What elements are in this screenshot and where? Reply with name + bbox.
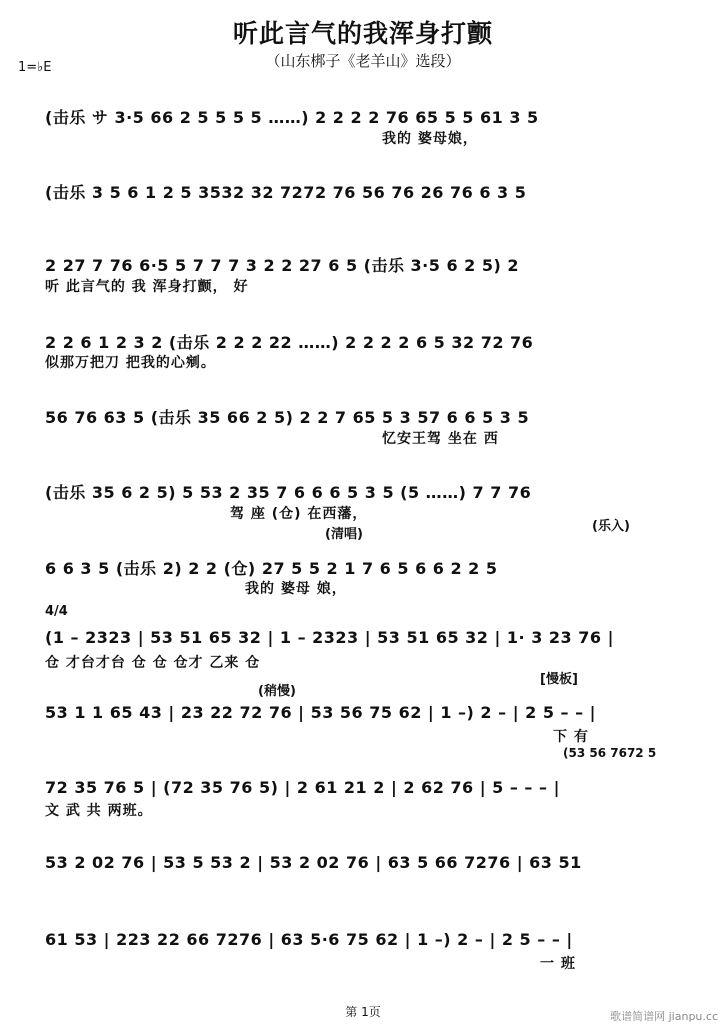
accompaniment-line: (53 56 7672 5	[563, 746, 657, 760]
score-row-lyrics: 下 有	[553, 729, 589, 745]
score-row-notes: 56 76 63 5 (击乐 35 66 2 5) 2 2 7 65 5 3 57 6 6 5 3 5	[45, 408, 530, 427]
marking-yueru: (乐入)	[592, 519, 630, 534]
score-row-notes: 53 1 1 65 43 | 23 22 72 76 | 53 56 75 62 | 1 –) 2 – | 2 5 – – |	[45, 703, 597, 722]
score-row-lyrics: 我的 婆母娘，	[382, 131, 478, 147]
site-watermark: 歌谱简谱网 jianpu.cc	[610, 1010, 718, 1023]
score-row-notes: 6 6 3 5 (击乐 2) 2 2 (仓) 27 5 5 2 1 7 6 5 6 6 2 2 5	[45, 559, 498, 578]
key-signature: 1=♭E	[18, 60, 52, 75]
score-row-lyrics: 文 武 共 两班。	[45, 803, 153, 819]
score-row-notes: 53 2 02 76 | 53 5 53 2 | 53 2 02 76 | 63 5 66 7276 | 63 51	[45, 853, 582, 872]
score-row-notes: (击乐 35 6 2 5) 5 53 2 35 7 6 6 6 5 3 5 (5 ……) 7 7 76	[45, 483, 532, 502]
time-signature: 4/4	[45, 604, 68, 619]
score-row-lyrics: 仓 才台才台 仓 仓 仓才 乙来 仓	[45, 655, 261, 671]
page-number: 第 1页	[345, 1005, 381, 1019]
marking-manban: [慢板]	[540, 672, 578, 687]
song-subtitle: （山东梆子《老羊山》选段）	[265, 52, 461, 70]
score-row-notes: (1 – 2323 | 53 51 65 32 | 1 – 2323 | 53 51 65 32 | 1· 3 23 76 |	[45, 628, 614, 647]
score-row-lyrics: 一 班	[540, 956, 576, 972]
score-row-lyrics: 听 此言气的 我 浑身打颤， 好	[45, 279, 249, 295]
score-row-lyrics: 驾 座 (仓) 在西藩，	[230, 506, 368, 522]
marking-shaoman: (稍慢)	[258, 684, 296, 699]
song-title: 听此言气的我浑身打颤	[232, 19, 493, 48]
score-row-lyrics: 忆安王驾 坐在 西	[382, 431, 499, 447]
score-row-notes: (击乐 3 5 6 1 2 5 3532 32 7272 76 56 76 26 76 6 3 5	[45, 183, 527, 202]
score-row-notes: 72 35 76 5 | (72 35 76 5) | 2 61 21 2 | 2 62 76 | 5 – – – |	[45, 778, 560, 797]
score-row-lyrics: 似那万把刀 把我的心剜。	[45, 355, 216, 371]
score-row-notes: 2 2 6 1 2 3 2 (击乐 2 2 2 22 ……) 2 2 2 2 6 5 32 72 76	[45, 333, 534, 352]
score-row-notes: (击乐 サ 3·5 66 2 5 5 5 5 ……) 2 2 2 2 76 65 5 5 61 3 5	[45, 108, 539, 127]
score-row-notes: 2 27 7 76 6·5 5 7 7 7 3 2 2 27 6 5 (击乐 3·5 6 2 5) 2	[45, 256, 520, 275]
score-row-lyrics: 我的 婆母 娘，	[245, 581, 347, 597]
marking-qingchang: (清唱)	[325, 527, 363, 542]
score-row-notes: 61 53 | 223 22 66 7276 | 63 5·6 75 62 | 1 –) 2 – | 2 5 – – |	[45, 930, 573, 949]
